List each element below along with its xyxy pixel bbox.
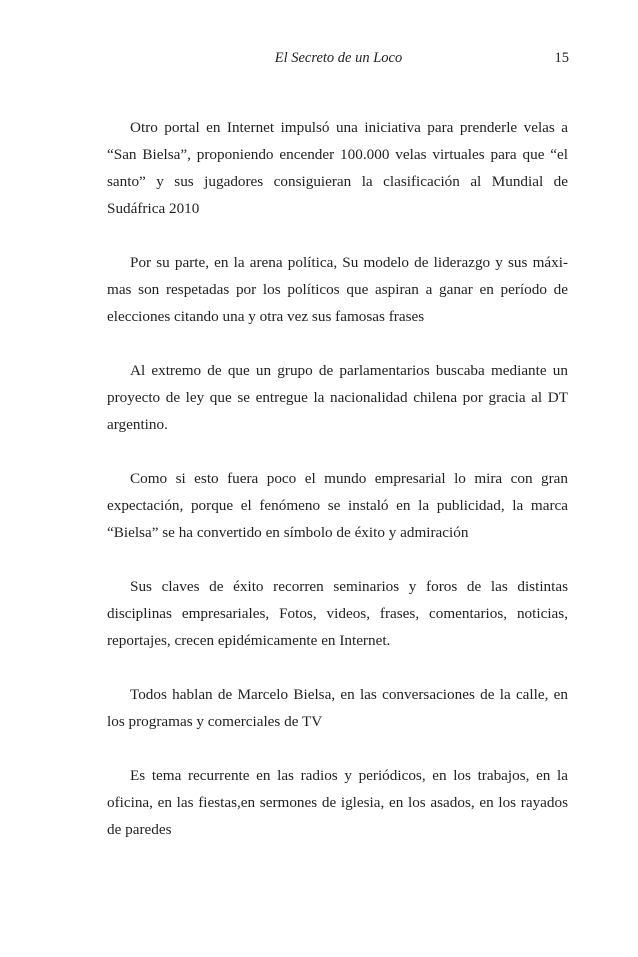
paragraph: Todos hablan de Marcelo Bielsa, en las conversaciones de la calle, en los programas y comerciales de TV — [107, 686, 568, 730]
paragraph: Es tema recurrente en las radios y periódicos, en los trabajos, en la oficina, en las fiestas,en sermones de iglesia, en los asados, en los rayados de paredes — [107, 767, 568, 838]
paragraph: Sus claves de éxito recorren seminarios y foros de las distintas disciplinas empresariales, Fotos, videos, frases, comentarios, noticias, reportajes, crecen epidémicamente en Internet. — [107, 578, 568, 649]
body-text — [107, 114, 568, 843]
paragraph: Como si esto fuera poco el mundo empresarial lo mira con gran expectación, porque el fenómeno se instaló en la publicidad, la marca “Bielsa” se ha convertido en símbolo de éxito y admiración — [107, 470, 568, 541]
paragraph: Al extremo de que un grupo de parlamentarios buscaba mediante un proyecto de ley que se entregue la nacionalidad chilena por gracia al DT argentino. — [107, 362, 568, 433]
paragraph: Otro portal en Internet impulsó una iniciativa para prenderle velas a “San Bielsa”, proponiendo encender 100.000 velas virtuales para que “el santo” y sus jugadores consiguieran la clasificación al Mundial de Sudáfrica 2010 — [107, 119, 568, 217]
running-header — [108, 50, 569, 70]
paragraph: Por su parte, en la arena política, Su modelo de liderazgo y sus máximas son respetadas por los políticos que aspiran a ganar en período de elecciones citando una y otra vez sus famosas frases — [107, 254, 568, 325]
page-number: 15 — [554, 50, 569, 66]
running-title: El Secreto de un Loco — [274, 50, 403, 66]
